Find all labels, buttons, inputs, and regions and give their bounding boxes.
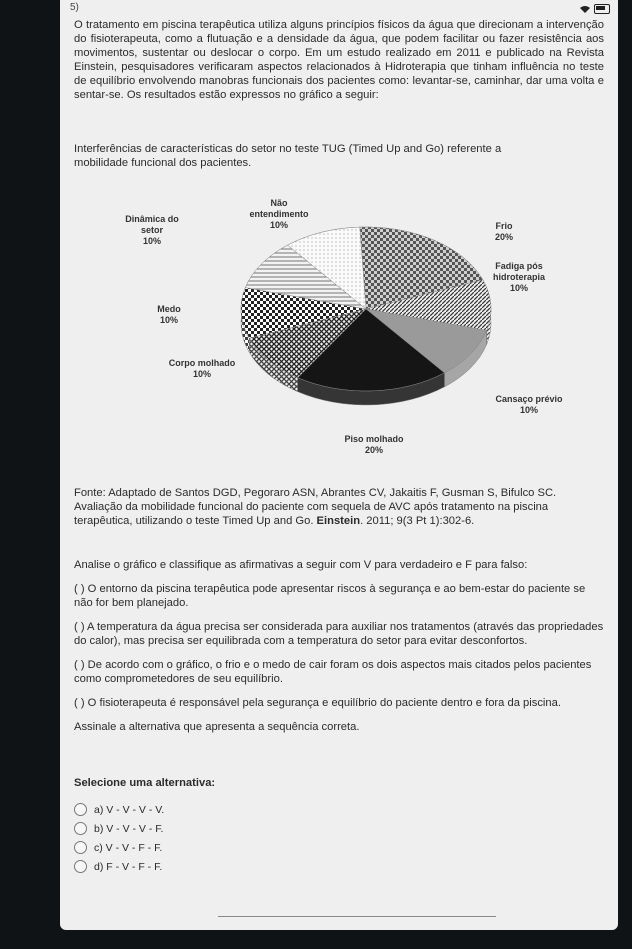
question-prompt: Analise o gráfico e classifique as afirmativas a seguir com V para verdadeiro e F para falso:: [74, 559, 528, 571]
question-content: [74, 18, 604, 876]
battery-icon: [594, 4, 610, 14]
statement-3: ( ) De acordo com o gráfico, o frio e o medo de cair foram os dois aspectos mais citados pelos pacientes como comprometedores de seu equilíbrio.: [74, 659, 592, 685]
option-d-label: d) F - V - F - F.: [94, 860, 163, 873]
screen: [60, 0, 618, 930]
slice-label: Frio 20%: [494, 221, 514, 242]
options-list: [74, 800, 604, 876]
slice-label: Fadiga pós hidroterapia 10%: [492, 261, 546, 293]
option-b-label: b) V - V - V - F.: [94, 822, 164, 835]
divider: [218, 916, 496, 917]
slice-label: Medo 10%: [157, 304, 181, 325]
source-journal: Einstein: [316, 515, 361, 527]
statement-4: ( ) O fisioterapeuta é responsável pela segurança e equilíbrio do paciente dentro e fora da piscina.: [74, 697, 561, 709]
option-d[interactable]: [74, 857, 604, 876]
slice-label: Cansaço prévio 10%: [495, 394, 563, 415]
wifi-icon: [580, 5, 590, 13]
statement-2: ( ) A temperatura da água precisa ser considerada para auxiliar nos tratamentos (através das propriedades do calor), mas precisa ser equilibrada com a temperatura do setor para evitar desconfortos.: [74, 621, 604, 647]
status-bar: [60, 2, 618, 18]
radio-d[interactable]: [74, 860, 87, 873]
pie-chart-container: [74, 184, 604, 484]
pie-chart: [74, 184, 604, 484]
statement-1: ( ) O entorno da piscina terapêutica pode apresentar riscos à segurança e ao bem-estar do paciente se não for bem planejado.: [74, 583, 586, 609]
option-b[interactable]: [74, 819, 604, 838]
slice-label: Dinâmica do setor 10%: [125, 214, 179, 246]
select-label: Selecione uma alternativa:: [74, 777, 216, 789]
instruction: Assinale a alternativa que apresenta a sequência correta.: [74, 721, 360, 733]
option-a[interactable]: [74, 800, 604, 819]
slice-label: Piso molhado 20%: [344, 434, 404, 455]
radio-a[interactable]: [74, 803, 87, 816]
question-number: 5): [70, 2, 79, 13]
source-ref: . 2011; 9(3 Pt 1):302-6.: [360, 515, 475, 527]
option-c-label: c) V - V - F - F.: [94, 841, 163, 854]
source-main: Fonte: Adaptado de Santos DGD, Pegoraro ASN, Abrantes CV, Jakaitis F, Gusman S, Bifulco SC. Avaliação da mobilidade funcional do paciente com sequela de AVC após tratamento na piscina terapêutica, utilizando o teste Timed Up and Go.: [74, 487, 557, 527]
chart-source: [74, 486, 604, 528]
slice-label: Não entendimento 10%: [249, 198, 309, 230]
chart-caption: Interferências de características do setor no teste TUG (Timed Up and Go) referente a mobilidade funcional dos pacientes.: [74, 143, 502, 169]
question-paragraph: O tratamento em piscina terapêutica utiliza alguns princípios físicos da água que direcionam a intervenção do fisioterapeuta, como a flutuação e a densidade da água, que podem facilitar ou fazer resistência aos movimentos, sustentar ou deslocar o corpo. Em um estudo realizado em 2011 e publicado na Revista Einstein, pesquisadores verificaram aspectos relacionados à Hidroterapia que tinham influência no teste de equilíbrio envolvendo manobras funcionais dos pacientes como: levantar-se, caminhar, dar uma volta e sentar-se. Os resultados estão expressos no gráfico a seguir:: [74, 19, 604, 101]
radio-b[interactable]: [74, 822, 87, 835]
option-c[interactable]: [74, 838, 604, 857]
option-a-label: a) V - V - V - V.: [94, 803, 165, 816]
radio-c[interactable]: [74, 841, 87, 854]
slice-label: Corpo molhado 10%: [168, 358, 236, 379]
